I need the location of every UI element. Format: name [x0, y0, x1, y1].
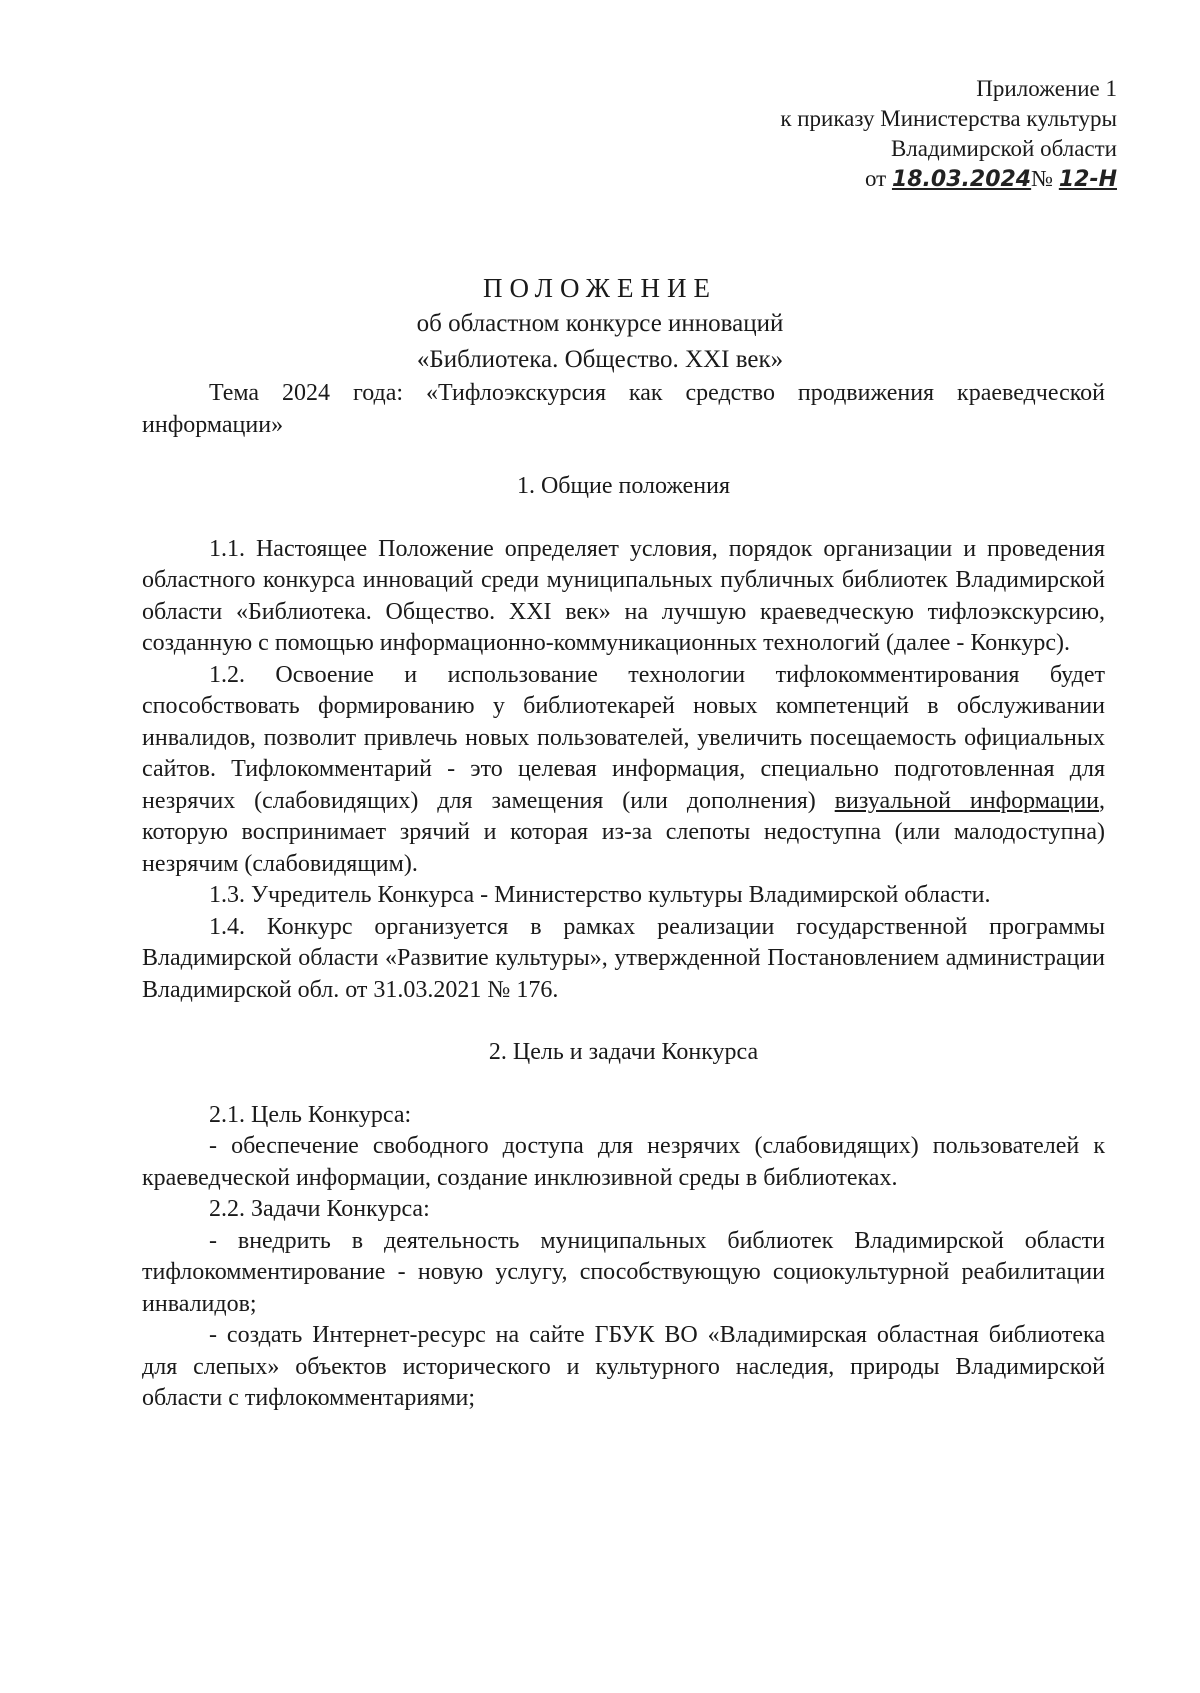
handwritten-number: 12-Н [1058, 167, 1117, 192]
section-1-heading: 1. Общие положения [516, 473, 731, 499]
task-item-2: - создать Интернет-ресурс на сайте ГБУК ВО «Владимирская областная библиотека для слепых» объектов исторического и культурного наследия, природы Владимирской области с тифлокомментариями; [142, 1322, 1105, 1411]
task-item-1: - внедрить в деятельность муниципальных библиотек Владимирской области тифлокомментирование - новую услугу, способствующую социокультурной реабилитации инвалидов; [142, 1227, 1105, 1317]
topic-paragraph: Тема 2024 года: «Тифлоэкскурсия как средство продвижения краеведческой информации» [142, 380, 1105, 438]
annex-line-2: к приказу Министерства культуры [780, 106, 1117, 131]
underlined-phrase: визуальной информации [834, 787, 1100, 814]
annex-line-1: Приложение 1 [976, 76, 1117, 101]
paragraph-1-1: 1.1. Настоящее Положение определяет условия, порядок организации и проведения областного конкурса инноваций среди муниципальных публичных библиотек Владимирской области «Библиотека. Общество. XXI век» на лучшую краеведческую тифлоэкскурсию, созданную с помощью информационно-коммуникационных технологий (далее - Конкурс). [142, 535, 1105, 656]
date-prefix: от [864, 166, 887, 191]
document-body [142, 378, 1105, 1415]
paragraph-1-2-part-b: , которую воспринимает зрячий и которая из-за слепоты недоступна (или малодоступна) незрячим (слабовидящим). [142, 787, 1106, 877]
title-main: ПОЛОЖЕНИЕ [483, 273, 717, 303]
paragraph-2-1: 2.1. Цель Конкурса: [209, 1101, 412, 1128]
title-sub-2: «Библиотека. Общество. XXI век» [416, 346, 784, 373]
handwritten-date: 18.03.2024 [891, 167, 1032, 192]
paragraph-1-4: 1.4. Конкурс организуется в рамках реализации государственной программы Владимирской области «Развитие культуры», утвержденной Постановлением администрации Владимирской обл. от 31.03.2021 № 176. [142, 913, 1105, 1003]
paragraph-1-2 [142, 660, 1105, 881]
annex-line-3: Владимирской области [890, 136, 1117, 161]
paragraph-1-2-part-a: 1.2. Освоение и использование технологии тифлокомментирования будет способствовать формированию у библиотекарей новых компетенций в обслуживании инвалидов, позволит привлечь новых пользователей, увеличить посещаемость официальных сайтов. Тифлокомментарий - это целевая информация, специально подготовленная для незрячих (слабовидящих) для замещения (или дополнения) [142, 661, 1105, 814]
document-title [0, 270, 1200, 378]
title-sub-1: об областном конкурсе инноваций [416, 310, 784, 337]
section-2-heading: 2. Цель и задачи Конкурса [488, 1039, 759, 1065]
number-sign: № [1031, 166, 1054, 191]
goal-item: - обеспечение свободного доступа для незрячих (слабовидящих) пользователей к краеведческой информации, создание инклюзивной среды в библиотеках. [142, 1133, 1105, 1191]
paragraph-1-3: 1.3. Учредитель Конкурса - Министерство культуры Владимирской области. [209, 882, 991, 908]
annex-block [780, 74, 1117, 195]
paragraph-2-2: 2.2. Задачи Конкурса: [209, 1196, 430, 1222]
annex-date-line [780, 164, 1117, 195]
